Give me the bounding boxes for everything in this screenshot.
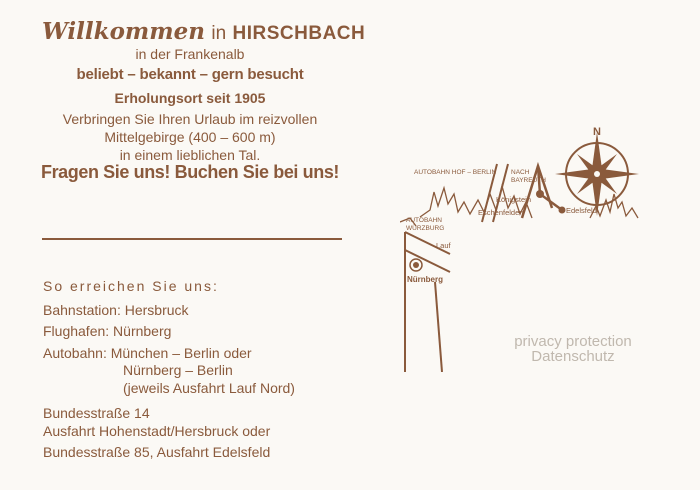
map-label-wuerzburg: WÜRZBURG bbox=[406, 225, 445, 232]
autobahn-road bbox=[435, 282, 442, 372]
map-label-autobahn-berlin: AUTOBAHN HOF – BERLIN bbox=[414, 169, 497, 176]
nuernberg-marker bbox=[413, 262, 419, 268]
bundesstrasse-14-text: Bundesstraße 14 bbox=[43, 405, 150, 421]
map-label-autobahn: AUTOBAHN bbox=[406, 217, 442, 224]
airport-text: Flughafen: Nürnberg bbox=[43, 323, 172, 339]
intro-body bbox=[40, 110, 340, 164]
edelsfeld-marker bbox=[559, 207, 566, 214]
mountain-outline bbox=[420, 188, 484, 217]
autobahn-text-2: Nürnberg – Berlin bbox=[123, 362, 233, 378]
map-label-nach: NACH bbox=[511, 169, 530, 176]
region-text: in der Frankenalb bbox=[135, 46, 245, 62]
map-label-edelsfeld: Edelsfeld bbox=[566, 206, 597, 215]
map-label-lauf: Lauf bbox=[436, 241, 451, 250]
headline-in: in bbox=[211, 23, 227, 44]
intro-body-line: Mittelgebirge (400 – 600 m) bbox=[104, 129, 276, 145]
divider bbox=[42, 238, 342, 240]
watermark-line: privacy protection bbox=[514, 333, 632, 350]
watermark-line: Datenschutz bbox=[531, 348, 615, 365]
compass-icon bbox=[555, 132, 639, 216]
slogan-text: beliebt – bekannt – gern besucht bbox=[76, 66, 304, 83]
map-label-eschenfelden: Eschenfelden bbox=[478, 208, 524, 217]
privacy-watermark bbox=[498, 334, 648, 364]
exit-text: Ausfahrt Hohenstadt/Hersbruck oder bbox=[43, 423, 271, 439]
intro-body-line: Verbringen Sie Ihren Urlaub im reizvollen bbox=[62, 111, 318, 127]
map-label-koenigstein: Königstein bbox=[496, 195, 532, 204]
north-label: N bbox=[593, 126, 601, 138]
map-label-bayreuth: BAYREUTH bbox=[511, 177, 546, 184]
headline bbox=[42, 18, 366, 45]
call-to-action: Fragen Sie uns! Buchen Sie bei uns! bbox=[40, 162, 340, 182]
train-station-text: Bahnstation: Hersbruck bbox=[43, 302, 189, 318]
hirschbach-marker bbox=[536, 190, 544, 198]
since-text: Erholungsort seit 1905 bbox=[114, 90, 266, 106]
autobahn-text-3: (jeweils Ausfahrt Lauf Nord) bbox=[123, 380, 295, 396]
headline-willkommen: Willkommen bbox=[42, 18, 205, 45]
directions-heading: So erreichen Sie uns: bbox=[43, 278, 219, 294]
map-label-nuernberg: Nürnberg bbox=[407, 275, 443, 284]
autobahn-text: Autobahn: München – Berlin oder bbox=[43, 345, 252, 361]
intro-body-line: in einem lieblichen Tal. bbox=[119, 147, 261, 163]
headline-place: HIRSCHBACH bbox=[232, 23, 366, 44]
bundesstrasse-85-text: Bundesstraße 85, Ausfahrt Edelsfeld bbox=[43, 444, 271, 460]
